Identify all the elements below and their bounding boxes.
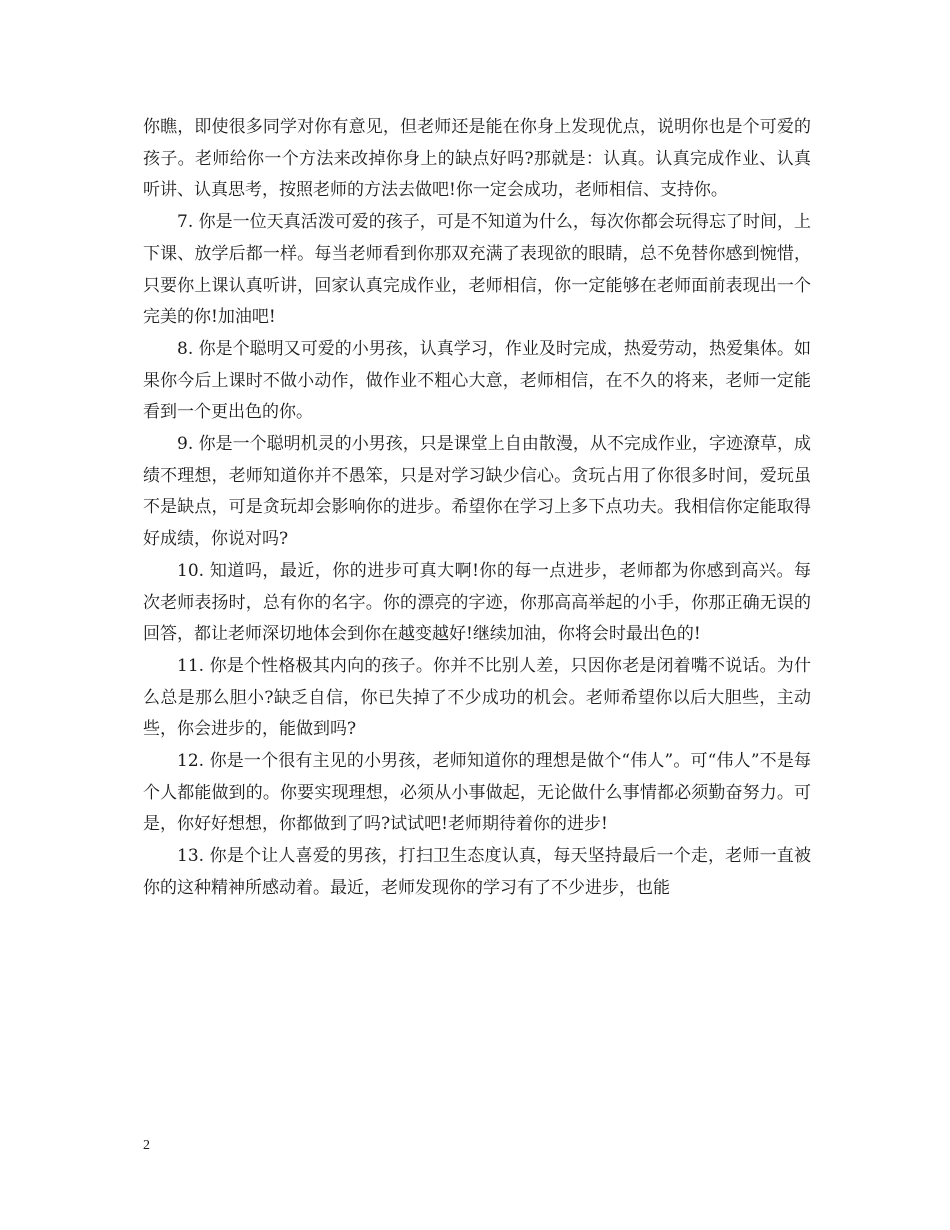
paragraph-item-10: 10. 知道吗，最近，你的进步可真大啊!你的每一点进步，老师都为你感到高兴。每次老师表扬时，总有你的名字。你的漂亮的字迹，你那高高举起的小手，你那正确无误的回答，都让老师深切地体会到你在越变越好!继续加油，你将会时最出色的! (143, 560, 811, 645)
paragraph-item-11: 11. 你是个性格极其内向的孩子。你并不比别人差，只因你老是闭着嘴不说话。为什么总是那么胆小?缺乏自信，你已失掉了不少成功的机会。老师希望你以后大胆些，主动些，你会进步的，能做到吗? (143, 655, 811, 740)
document-body (143, 112, 811, 905)
paragraph-continuation: 你瞧，即使很多同学对你有意见，但老师还是能在你身上发现优点，说明你也是个可爱的孩子。老师给你一个方法来改掉你身上的缺点好吗?那就是：认真。认真完成作业、认真听讲、认真思考，按照老师的方法去做吧!你一定会成功，老师相信、支持你。 (143, 117, 811, 201)
paragraph-item-8: 8. 你是个聪明又可爱的小男孩，认真学习，作业及时完成，热爱劳动，热爱集体。如果你今后上课时不做小动作，做作业不粗心大意，老师相信，在不久的将来，老师一定能看到一个更出色的你。 (143, 338, 811, 423)
paragraph-item-9: 9. 你是一个聪明机灵的小男孩，只是课堂上自由散漫，从不完成作业，字迹潦草，成绩不理想，老师知道你并不愚笨，只是对学习缺少信心。贪玩占用了你很多时间，爱玩虽不是缺点，可是贪玩却会影响你的进步。希望你在学习上多下点功夫。我相信你定能取得好成绩，你说对吗? (143, 434, 811, 550)
paragraph-item-13: 13. 你是个让人喜爱的男孩，打扫卫生态度认真，每天坚持最后一个走，老师一直被你的这种精神所感动着。最近，老师发现你的学习有了不少进步，也能 (143, 846, 811, 898)
paragraph-item-7: 7. 你是一位天真活泼可爱的孩子，可是不知道为什么，每次你都会玩得忘了时间，上下课、放学后都一样。每当老师看到你那双充满了表现欲的眼睛，总不免替你感到惋惜，只要你上课认真听讲，回家认真完成作业，老师相信，你一定能够在老师面前表现出一个完美的你!加油吧! (143, 212, 811, 328)
page-number: 2 (143, 1138, 150, 1153)
paragraph-item-12: 12. 你是一个很有主见的小男孩，老师知道你的理想是做个“伟人”。可“伟人”不是每个人都能做到的。你要实现理想，必须从小事做起，无论做什么事情都必须勤奋努力。可是，你好好想想，你都做到了吗?试试吧!老师期待着你的进步! (143, 751, 811, 835)
